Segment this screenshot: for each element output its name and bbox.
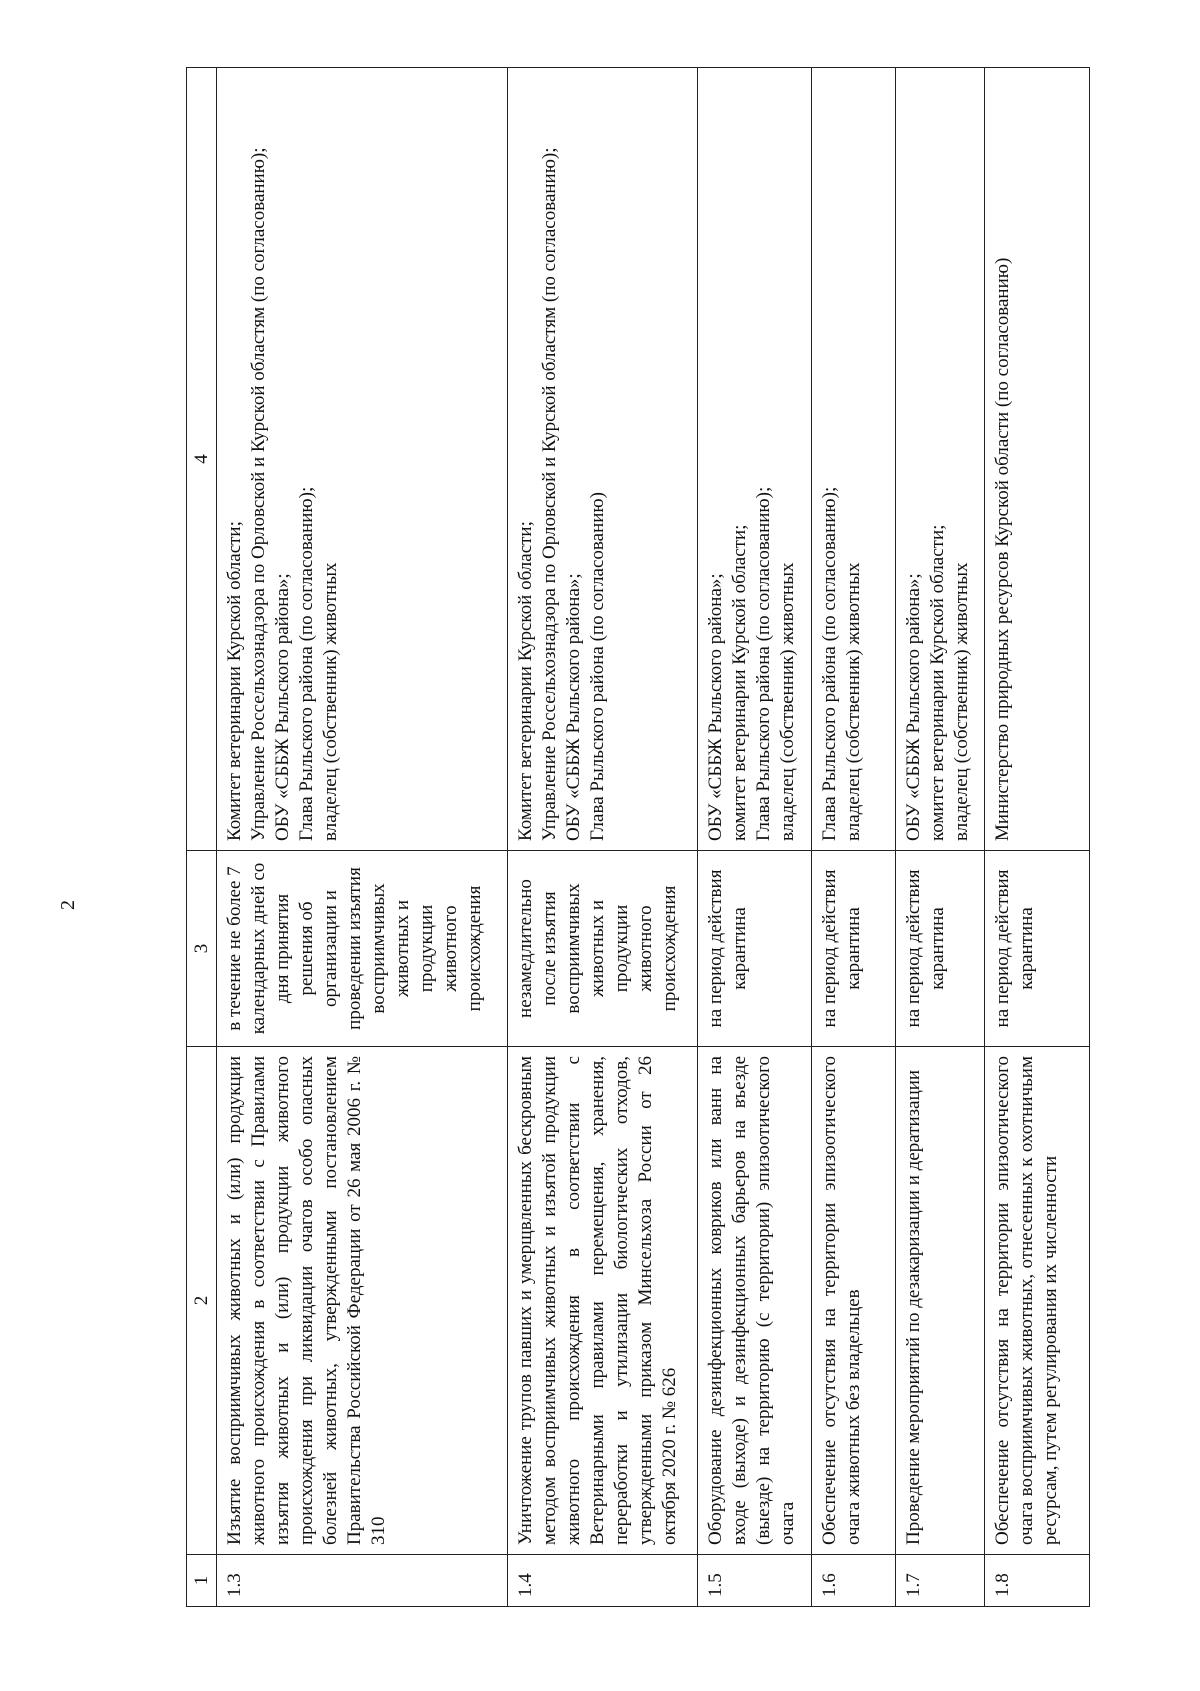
column-number-4: 4 (187, 68, 217, 851)
row-number: 1.5 (697, 1555, 811, 1607)
responsible-line: Управление Россельхознадзора по Орловской и Курской областям (по согласованию); (248, 147, 270, 841)
measure-text: Обеспечение отсутствия на территории эпизоотического очага восприимчивых животных, отнесенных к охотничьим ресурсам, путем регулирования их численности (985, 1047, 1090, 1555)
responsible-line: владелец (собственник) животных (320, 562, 342, 841)
period-text: на период действия карантина (697, 851, 811, 1047)
period-text: в течение не более 7 календарных дней со дня принятия решения об организации и проведении изъятия восприимчивых животных и продукции животного происхождения (217, 851, 508, 1047)
row-number: 1.7 (895, 1555, 984, 1607)
responsible-line: Комитет ветеринарии Курской области; (224, 521, 246, 841)
measure-text: Оборудование дезинфекционных ковриков или ванн на входе (выходе) и дезинфекционных барьеров на въезде (выезде) на территорию (с территории) эпизоотического очага (697, 1047, 811, 1555)
table-row (895, 68, 984, 1607)
measure-text: Проведение мероприятий по дезакаризации и дератизации (895, 1047, 984, 1555)
column-number-3: 3 (187, 851, 217, 1047)
responsible-cell (697, 68, 811, 851)
table-row (217, 68, 508, 1607)
responsible-line: Министерство природных ресурсов Курской области (по согласованию) (992, 257, 1014, 841)
column-number-2: 2 (187, 1047, 217, 1555)
period-text: на период действия карантина (895, 851, 984, 1047)
period-text: незамедлительно после изъятия восприимчивых животных и продукции животного происхождения (507, 851, 697, 1047)
page-number: 2 (57, 900, 79, 910)
responsible-line: Глава Рыльского района (по согласованию); (819, 486, 841, 841)
responsible-cell (217, 68, 508, 851)
responsible-line: Глава Рыльского района (по согласованию) (586, 492, 608, 841)
measure-text: Обеспечение отсутствия на территории эпизоотического очага животных без владельцев (812, 1047, 896, 1555)
responsible-cell (895, 68, 984, 851)
table-row (812, 68, 896, 1607)
responsible-line: владелец (собственник) животных (950, 562, 972, 841)
table-row (697, 68, 811, 1607)
responsible-line: владелец (собственник) животных (843, 562, 865, 841)
responsible-cell (812, 68, 896, 851)
responsible-line: ОБУ «СББЖ Рыльского района»; (704, 573, 726, 841)
measure-text: Изъятие восприимчивых животных и (или) продукции животного происхождения в соответствии с Правилами изъятия животных и (или) продукции животного происхождения при ликвидации очагов особо опасных болезней животных, утвержденными постановлением Правительства Российской Федерации от 26 мая 2006 г. № 310 (217, 1047, 508, 1555)
responsible-cell (985, 68, 1090, 851)
row-number: 1.6 (812, 1555, 896, 1607)
responsible-line: владелец (собственник) животных (776, 562, 798, 841)
table-header-row (187, 68, 217, 1607)
responsible-line: ОБУ «СББЖ Рыльского района»; (562, 573, 584, 841)
responsible-line: Управление Россельхознадзора по Орловской и Курской областям (по согласованию); (538, 147, 560, 841)
row-number: 1.8 (985, 1555, 1090, 1607)
row-number: 1.4 (507, 1555, 697, 1607)
period-text: на период действия карантина (985, 851, 1090, 1047)
responsible-line: ОБУ «СББЖ Рыльского района»; (272, 573, 294, 841)
responsible-line: Комитет ветеринарии Курской области; (514, 521, 536, 841)
column-number-1: 1 (187, 1555, 217, 1607)
responsible-line: Глава Рыльского района (по согласованию); (296, 486, 318, 841)
row-number: 1.3 (217, 1555, 508, 1607)
table-row (985, 68, 1090, 1607)
responsible-cell (507, 68, 697, 851)
rotated-table-wrapper (186, 67, 1090, 1607)
table-row (507, 68, 697, 1607)
period-text: на период действия карантина (812, 851, 896, 1047)
responsible-line: комитет ветеринарии Курской области; (926, 524, 948, 841)
responsible-line: комитет ветеринарии Курской области; (728, 524, 750, 841)
measures-table (186, 67, 1090, 1607)
responsible-line: ОБУ «СББЖ Рыльского района»; (902, 573, 924, 841)
measure-text: Уничтожение трупов павших и умерщвленных бескровным методом восприимчивых животных и изъятой продукции животного происхождения в соответствии с Ветеринарными правилами перемещения, хранения, переработки и утилизации биологических отходов, утвержденными приказом Минсельхоза России от 26 октября 2020 г. № 626 (507, 1047, 697, 1555)
responsible-line: Глава Рыльского района (по согласованию); (752, 486, 774, 841)
